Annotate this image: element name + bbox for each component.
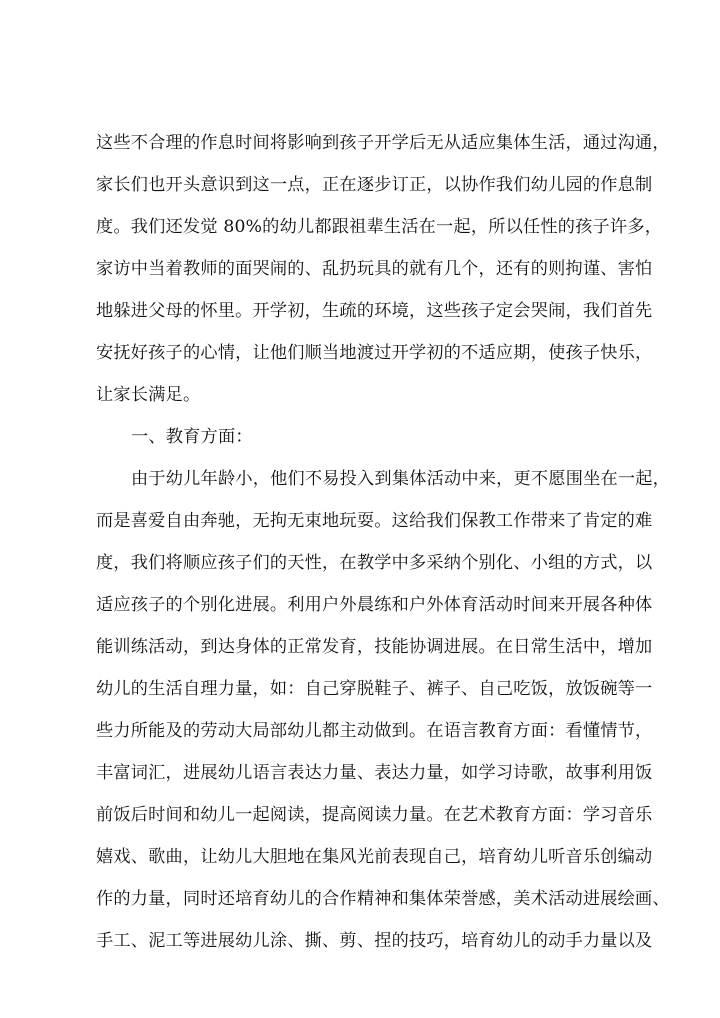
paragraph-line: 地躲进父母的怀里。开学初，生疏的环境，这些孩子定会哭闹，我们首先	[96, 301, 653, 321]
paragraph-line: 些力所能及的劳动大局部幼儿都主动做到。在语言教育方面：看懂情节，	[96, 721, 653, 741]
paragraph-line: 前饭后时间和幼儿一起阅读，提高阅读力量。在艺术教育方面：学习音乐	[96, 805, 653, 825]
paragraph-line: 嬉戏、歌曲，让幼儿大胆地在集风光前表现自己，培育幼儿听音乐创编动	[96, 847, 653, 867]
paragraph-line: 由于幼儿年龄小，他们不易投入到集体活动中来，更不愿围坐在一起，	[131, 469, 671, 489]
paragraph-line: 家访中当着教师的面哭闹的、乱扔玩具的就有几个，还有的则拘谨、害怕	[96, 259, 653, 279]
paragraph-line: 安抚好孩子的心情，让他们顺当地渡过开学初的不适应期，使孩子快乐，	[96, 343, 653, 363]
section-heading: 一、教育方面：	[131, 427, 253, 447]
paragraph-line: 适应孩子的个别化进展。利用户外晨练和户外体育活动时间来开展各种体	[96, 595, 653, 615]
paragraph-line: 让家长满足。	[96, 385, 201, 405]
paragraph-line: 度，我们将顺应孩子们的天性，在教学中多采纳个别化、小组的方式，以	[96, 553, 653, 573]
paragraph-line: 这些不合理的作息时间将影响到孩子开学后无从适应集体生活，通过沟通，	[96, 133, 670, 153]
paragraph-line: 手工、泥工等进展幼儿涂、撕、剪、捏的技巧，培育幼儿的动手力量以及	[96, 931, 653, 951]
paragraph-line: 家长们也开头意识到这一点，正在逐步订正，以协作我们幼儿园的作息制	[96, 175, 653, 195]
paragraph-line: 而是喜爱自由奔驰，无拘无束地玩耍。这给我们保教工作带来了肯定的难	[96, 511, 653, 531]
paragraph-line: 幼儿的生活自理力量，如：自己穿脱鞋子、裤子、自己吃饭，放饭碗等一	[96, 679, 653, 699]
paragraph-line: 度。我们还发觉 80%的幼儿都跟祖辈生活在一起，所以任性的孩子许多，	[96, 217, 663, 237]
paragraph-line: 丰富词汇，进展幼儿语言表达力量、表达力量，如学习诗歌，故事利用饭	[96, 763, 653, 783]
paragraph-line: 作的力量，同时还培育幼儿的合作精神和集体荣誉感，美术活动进展绘画、	[96, 889, 670, 909]
paragraph-line: 能训练活动，到达身体的正常发育，技能协调进展。在日常生活中，增加	[96, 637, 653, 657]
